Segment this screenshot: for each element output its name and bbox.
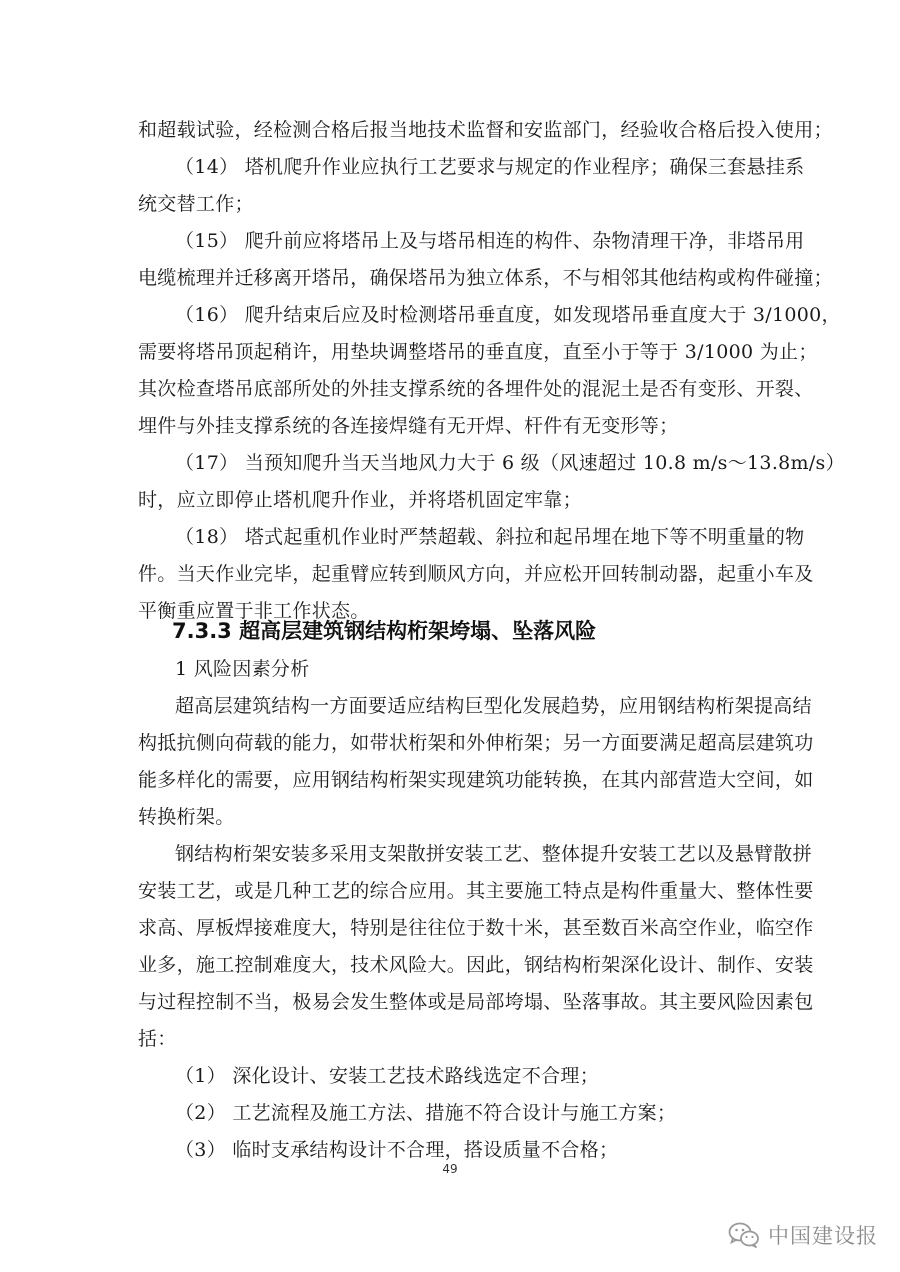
body-line: 其次检查塔吊底部所处的外挂支撑系统的各埋件处的混泥土是否有变形、开裂、 [138, 378, 814, 400]
body-line: 业多，施工控制难度大，技术风险大。因此，钢结构桁架深化设计、制作、安装 [138, 954, 814, 976]
body-line: 超高层建筑结构一方面要适应结构巨型化发展趋势，应用钢结构桁架提高结 [175, 695, 812, 717]
body-line: 与过程控制不当，极易会发生整体或是局部垮塌、坠落事故。其主要风险因素包 [138, 991, 814, 1013]
list-item-2-line: （2） 工艺流程及施工方法、措施不符合设计与施工方案； [175, 1102, 677, 1124]
list-item-15-line: （15） 爬升前应将塔吊上及与塔吊相连的构件、杂物清理干净，非塔吊用 [175, 230, 805, 252]
list-item-16-line: （16） 爬升结束后应及时检测塔吊垂直度，如发现塔吊垂直度大于 3/1000， [175, 304, 841, 326]
body-line: 转换桁架。 [138, 806, 235, 828]
body-line: 需要将塔吊顶起稍许，用垫块调整塔吊的垂直度，直至小于等于 3/1000 为止； [138, 341, 818, 363]
watermark-text: 中国建设报 [768, 1224, 878, 1248]
body-line: 能多样化的需要，应用钢结构桁架实现建筑功能转换，在其内部营造大空间，如 [138, 769, 814, 791]
body-line: 括： [138, 1028, 177, 1050]
watermark [728, 1218, 878, 1252]
body-line: 构抵抗侧向荷载的能力，如带状桁架和外伸桁架；另一方面要满足超高层建筑功 [138, 732, 814, 754]
body-line: 时，应立即停止塔机爬升作业，并将塔机固定牢靠； [138, 489, 582, 511]
list-item-14-line: （14） 塔机爬升作业应执行工艺要求与规定的作业程序；确保三套悬挂系 [175, 156, 805, 178]
list-item-3-line: （3） 临时支承结构设计不合理，搭设质量不合格； [175, 1139, 619, 1161]
body-line: 统交替工作； [138, 193, 254, 215]
section-heading: 7.3.3 超高层建筑钢结构桁架垮塌、坠落风险 [172, 619, 597, 643]
body-line: 件。当天作业完毕，起重臂应转到顺风方向，并应松开回转制动器，起重小车及 [138, 563, 814, 585]
body-line: 求高、厚板焊接难度大，特别是往往位于数十米，甚至数百米高空作业，临空作 [138, 917, 814, 939]
list-item-17-line: （17） 当预知爬升当天当地风力大于 6 级（风速超过 10.8 m/s～13.8m/s） [175, 452, 845, 474]
list-item-18-line: （18） 塔式起重机作业时严禁超载、斜拉和起吊埋在地下等不明重量的物 [175, 526, 805, 548]
subheading: 1 风险因素分析 [175, 658, 310, 680]
list-item-1-line: （1） 深化设计、安装工艺技术路线选定不合理； [175, 1065, 600, 1087]
body-line: 和超载试验，经检测合格后报当地技术监督和安监部门，经验收合格后投入使用； [138, 119, 833, 141]
body-line: 钢结构桁架安装多采用支架散拼安装工艺、整体提升安装工艺以及悬臂散拼 [175, 843, 812, 865]
body-line: 安装工艺，或是几种工艺的综合应用。其主要施工特点是构件重量大、整体性要 [138, 880, 814, 902]
body-line: 电缆梳理并迁移离开塔吊，确保塔吊为独立体系，不与相邻其他结构或构件碰撞； [138, 267, 833, 289]
wechat-icon [728, 1221, 760, 1249]
body-line: 平衡重应置于非工作状态。 [138, 600, 370, 622]
body-line: 埋件与外挂支撑系统的各连接焊缝有无开焊、杆件有无变形等； [138, 415, 679, 437]
page-number: 49 [442, 1162, 458, 1176]
